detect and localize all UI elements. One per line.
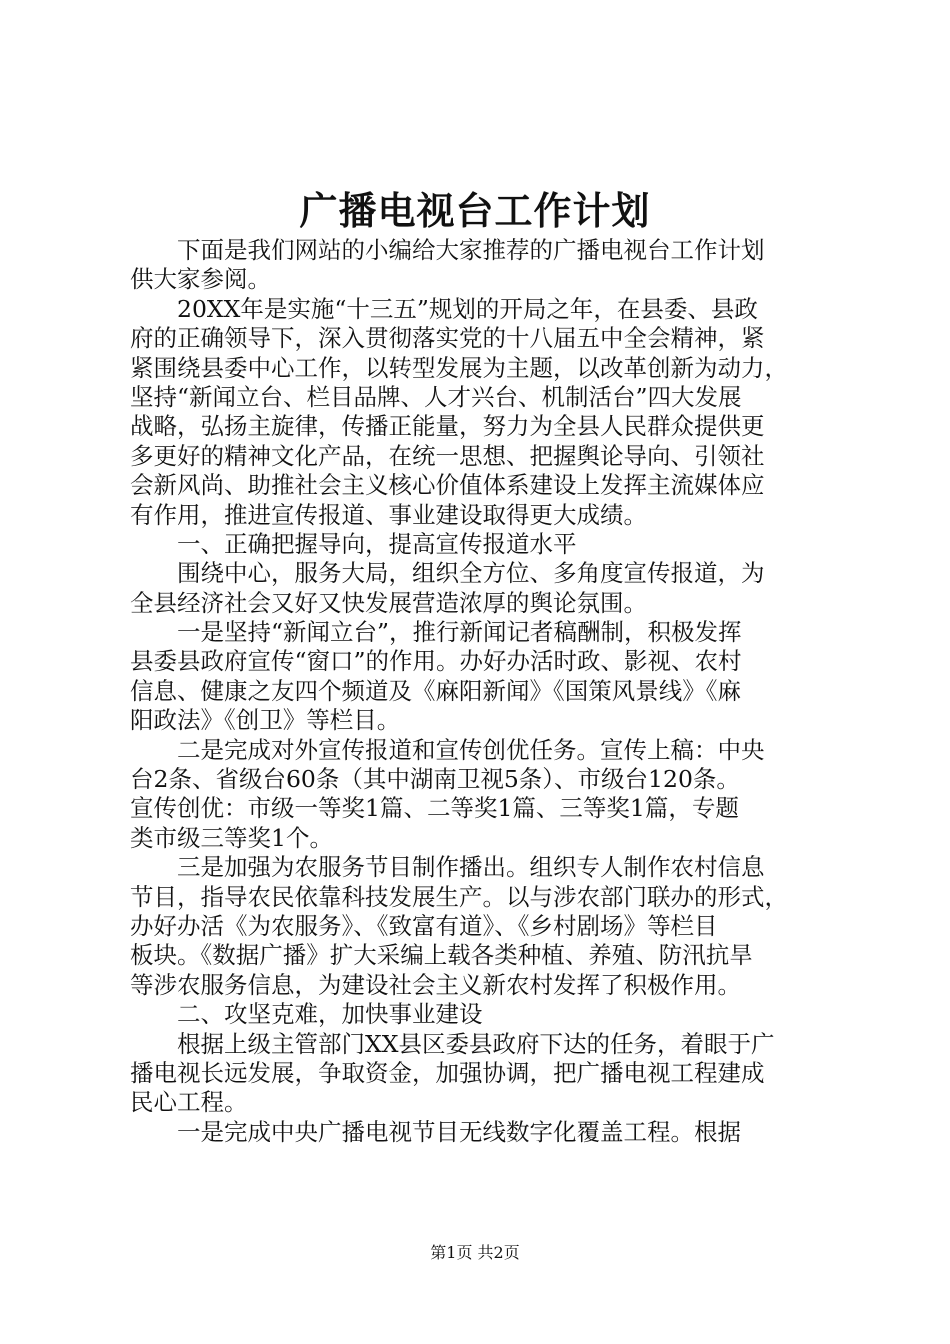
text-line: 一是坚持“新闻立台”，推行新闻记者稿酬制，积极发挥 (130, 618, 742, 647)
text-line: 台2条、省级台60条（其中湖南卫视5条）、市级台120条。 (130, 765, 740, 794)
text-line: 围绕中心，服务大局，组织全方位、多角度宣传报道，为 (130, 559, 765, 588)
section-heading: 一、正确把握导向，提高宣传报道水平 (130, 529, 577, 558)
text-line: 等涉农服务信息，为建设社会主义新农村发挥了积极作用。 (130, 970, 741, 999)
text-line: 三是加强为农服务节目制作播出。组织专人制作农村信息 (130, 853, 765, 882)
section-heading: 二、攻坚克难，加快事业建设 (130, 1000, 483, 1029)
text-line: 府的正确领导下，深入贯彻落实党的十八届五中全会精神，紧 (130, 324, 765, 353)
text-line: 根据上级主管部门XX县区委县政府下达的任务，着眼于广 (130, 1029, 775, 1058)
text-line: 播电视长远发展，争取资金，加强协调，把广播电视工程建成 (130, 1058, 765, 1087)
text-line: 类市级三等奖1个。 (130, 823, 333, 852)
text-line: 战略，弘扬主旋律，传播正能量，努力为全县人民群众提供更 (130, 412, 765, 441)
text-line: 宣传创优：市级一等奖1篇、二等奖1篇、三等奖1篇，专题 (130, 794, 739, 823)
text-line: 紧围绕县委中心工作，以转型发展为主题，以改革创新为动力， (130, 353, 788, 382)
text-line: 民心工程。 (130, 1088, 248, 1117)
text-line: 节目，指导农民依靠科技发展生产。以与涉农部门联办的形式， (130, 882, 788, 911)
text-line: 坚持“新闻立台、栏目品牌、人才兴台、机制活台”四大发展 (130, 382, 742, 411)
text-line: 下面是我们网站的小编给大家推荐的广播电视台工作计划 (130, 236, 765, 264)
document-body (130, 236, 830, 1147)
text-line: 阳政法》《创卫》等栏目。 (130, 706, 401, 735)
text-line: 多更好的精神文化产品，在统一思想、把握舆论导向、引领社 (130, 441, 765, 470)
page-footer: 第1页 共2页 (430, 1243, 520, 1262)
text-line: 供大家参阅。 (130, 265, 271, 294)
text-line: 信息、健康之友四个频道及《麻阳新闻》《国策风景线》《麻 (130, 676, 741, 705)
text-line: 二是完成对外宣传报道和宣传创优任务。宣传上稿：中央 (130, 735, 765, 764)
text-line: 县委县政府宣传“窗口”的作用。办好办活时政、影视、农村 (130, 647, 742, 676)
text-line: 20XX年是实施“十三五”规划的开局之年，在县委、县政 (130, 294, 758, 323)
document-title: 广播电视台工作计划 (299, 188, 651, 233)
text-line: 会新风尚、助推社会主义核心价值体系建设上发挥主流媒体应 (130, 471, 765, 500)
text-line: 办好办活《为农服务》、《致富有道》、《乡村剧场》等栏目 (130, 911, 718, 940)
text-line: 有作用，推进宣传报道、事业建设取得更大成绩。 (130, 500, 647, 529)
text-line: 板块。《数据广播》扩大采编上载各类种植、养殖、防汛抗旱 (130, 941, 753, 970)
text-line: 全县经济社会又好又快发展营造浓厚的舆论氛围。 (130, 588, 647, 617)
text-line: 一是完成中央广播电视节目无线数字化覆盖工程。根据 (130, 1117, 741, 1146)
